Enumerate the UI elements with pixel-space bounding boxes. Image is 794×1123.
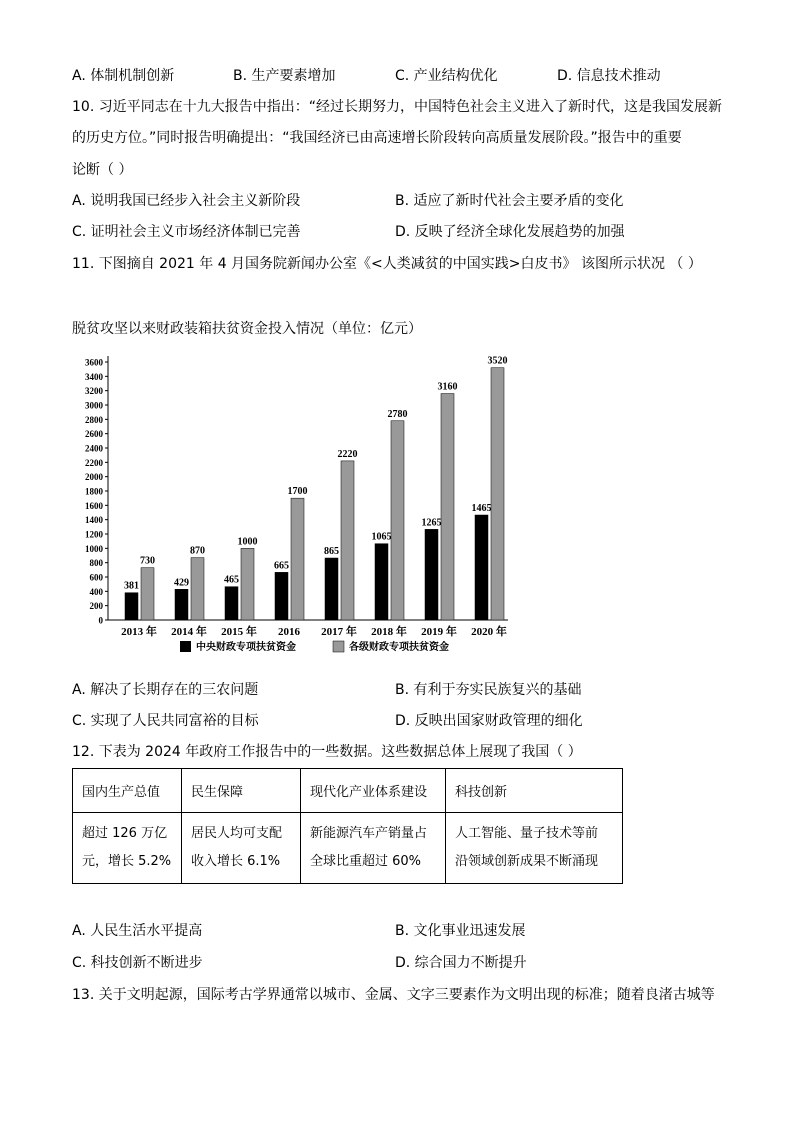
bar-value-label: 3160 (437, 381, 458, 393)
bar-value-label: 1265 (421, 517, 442, 529)
q9-option-a: A. 体制机制创新 (72, 68, 175, 84)
bar-value-label: 665 (274, 560, 289, 572)
y-tick-label: 2800 (85, 414, 103, 425)
bar-all-levels (441, 394, 454, 620)
q9-option-b: B. 生产要素增加 (233, 68, 336, 84)
x-tick-label: 2019 年 (421, 626, 457, 638)
y-tick-label: 1200 (85, 529, 103, 540)
legend-swatch-central (180, 641, 191, 652)
x-tick-label: 2016 (278, 626, 300, 638)
q11-option-b: B. 有利于夯实民族复兴的基础 (395, 682, 582, 698)
y-tick-label: 800 (89, 558, 103, 569)
bar-central (175, 589, 188, 620)
y-tick-label: 1800 (85, 486, 103, 497)
q10-stem-line-3: 论断（ ） (72, 162, 133, 178)
bar-all-levels (141, 568, 154, 620)
table-header-cell: 国内生产总值 (73, 769, 182, 813)
q10-option-b: B. 适应了新时代社会主要矛盾的变化 (395, 193, 624, 209)
q9-option-d: D. 信息技术推动 (557, 68, 661, 84)
bar-all-levels (391, 421, 404, 620)
chart-title: 脱贫攻坚以来财政装箱扶贫资金投入情况（单位：亿元） (72, 321, 422, 337)
q10-option-d: D. 反映了经济全球化发展趋势的加强 (395, 224, 625, 240)
bar-value-label: 1465 (471, 503, 492, 515)
y-tick-label: 400 (89, 586, 103, 597)
legend-label-central: 中央财政专项扶贫资金 (196, 642, 296, 653)
y-tick-label: 1400 (85, 515, 103, 526)
legend-label-all-levels: 各级财政专项扶贫资金 (349, 642, 449, 653)
q10-stem-line-1: 10. 习近平同志在十九大报告中指出：“经过长期努力，中国特色社会主义进入了新时代，这是我国发展新 (72, 99, 722, 115)
q10-option-c: C. 证明社会主义市场经济体制已完善 (72, 224, 301, 240)
bar-central (125, 593, 138, 620)
q12-option-b: B. 文化事业迅速发展 (395, 923, 526, 939)
bar-value-label: 465 (224, 574, 239, 586)
x-tick-label: 2013 年 (121, 626, 157, 638)
bar-value-label: 730 (140, 555, 155, 567)
q13-stem: 13. 关于文明起源，国际考古学界通常以城市、金属、文字三要素作为文明出现的标准；随着良渚古城等 (72, 987, 715, 1003)
table-header-row (73, 769, 623, 813)
q9-option-c: C. 产业结构优化 (395, 68, 498, 84)
q11-stem: 11. 下图摘自 2021 年 4 月国务院新闻办公室《<人类减贫的中国实践>白皮书》 该图所示状况 （ ） (72, 256, 702, 272)
y-tick-label: 3200 (85, 386, 103, 397)
y-tick-label: 2400 (85, 443, 103, 454)
y-tick-label: 3400 (85, 371, 103, 382)
table-row (73, 813, 623, 884)
q12-option-d: D. 综合国力不断提升 (395, 955, 527, 971)
y-tick-label: 0 (98, 615, 103, 626)
y-tick-label: 3600 (85, 357, 103, 368)
bar-all-levels (191, 558, 204, 620)
q10-option-a: A. 说明我国已经步入社会主义新阶段 (72, 193, 301, 209)
x-tick-label: 2020 年 (471, 626, 507, 638)
x-tick-label: 2017 年 (321, 626, 357, 638)
bar-central (225, 587, 238, 620)
bar-central (375, 544, 388, 620)
bar-value-label: 865 (324, 546, 339, 558)
bar-central (475, 515, 488, 620)
bar-value-label: 1700 (287, 486, 308, 498)
q11-option-c: C. 实现了人民共同富裕的目标 (72, 713, 259, 729)
y-tick-label: 3000 (85, 400, 103, 411)
cell-line-2: 全球比重超过 60% (310, 854, 422, 869)
y-tick-label: 200 (89, 601, 103, 612)
bar-value-label: 429 (174, 577, 189, 589)
bar-value-label: 1000 (237, 536, 258, 548)
bar-value-label: 3520 (487, 355, 508, 367)
cell-line-2: 元，增长 5.2% (82, 854, 172, 869)
q12-stem: 12. 下表为 2024 年政府工作报告中的一些数据。这些数据总体上展现了我国（ ） (72, 744, 582, 760)
bar-central (275, 572, 288, 620)
y-tick-label: 1000 (85, 543, 103, 554)
data-table (72, 768, 623, 884)
cell-line-1: 超过 126 万亿 (82, 826, 168, 841)
table-cell (446, 813, 623, 884)
bar-value-label: 1065 (371, 531, 392, 543)
x-tick-label: 2018 年 (371, 626, 407, 638)
bar-chart (60, 340, 530, 670)
bar-value-label: 2780 (387, 408, 408, 420)
cell-line-1: 新能源汽车产销量占 (310, 826, 428, 841)
bar-value-label: 381 (124, 580, 139, 592)
table-cell (301, 813, 446, 884)
q10-stem-line-2: 的历史方位。”同时报告明确提出：“我国经济已由高速增长阶段转向高质量发展阶段。”报告中的重要 (72, 130, 682, 146)
bar-value-label: 2220 (337, 448, 358, 460)
table-header-cell: 科技创新 (446, 769, 623, 813)
table-cell (73, 813, 182, 884)
y-tick-label: 2200 (85, 457, 103, 468)
bar-all-levels (291, 498, 304, 620)
bar-central (325, 558, 338, 620)
bar-central (425, 529, 438, 620)
q12-option-a: A. 人民生活水平提高 (72, 923, 203, 939)
q12-option-c: C. 科技创新不断进步 (72, 955, 203, 971)
bar-all-levels (491, 368, 504, 620)
table-header-cell: 民生保障 (182, 769, 301, 813)
y-tick-label: 1600 (85, 500, 103, 511)
bar-all-levels (241, 548, 254, 620)
bar-all-levels (341, 461, 354, 620)
bar-value-label: 870 (190, 545, 205, 557)
cell-line-1: 人工智能、量子技术等前 (455, 826, 599, 841)
y-tick-label: 2000 (85, 472, 103, 483)
x-tick-label: 2014 年 (171, 626, 207, 638)
y-tick-label: 600 (89, 572, 103, 583)
cell-line-2: 沿领域创新成果不断涌现 (455, 854, 599, 869)
y-tick-label: 2600 (85, 429, 103, 440)
legend-swatch-all-levels (333, 641, 344, 652)
table-header-cell: 现代化产业体系建设 (301, 769, 446, 813)
cell-line-2: 收入增长 6.1% (191, 854, 281, 869)
table-cell (182, 813, 301, 884)
q11-option-d: D. 反映出国家财政管理的细化 (395, 713, 583, 729)
q11-option-a: A. 解决了长期存在的三农问题 (72, 682, 259, 698)
x-tick-label: 2015 年 (221, 626, 257, 638)
cell-line-1: 居民人均可支配 (191, 826, 283, 841)
